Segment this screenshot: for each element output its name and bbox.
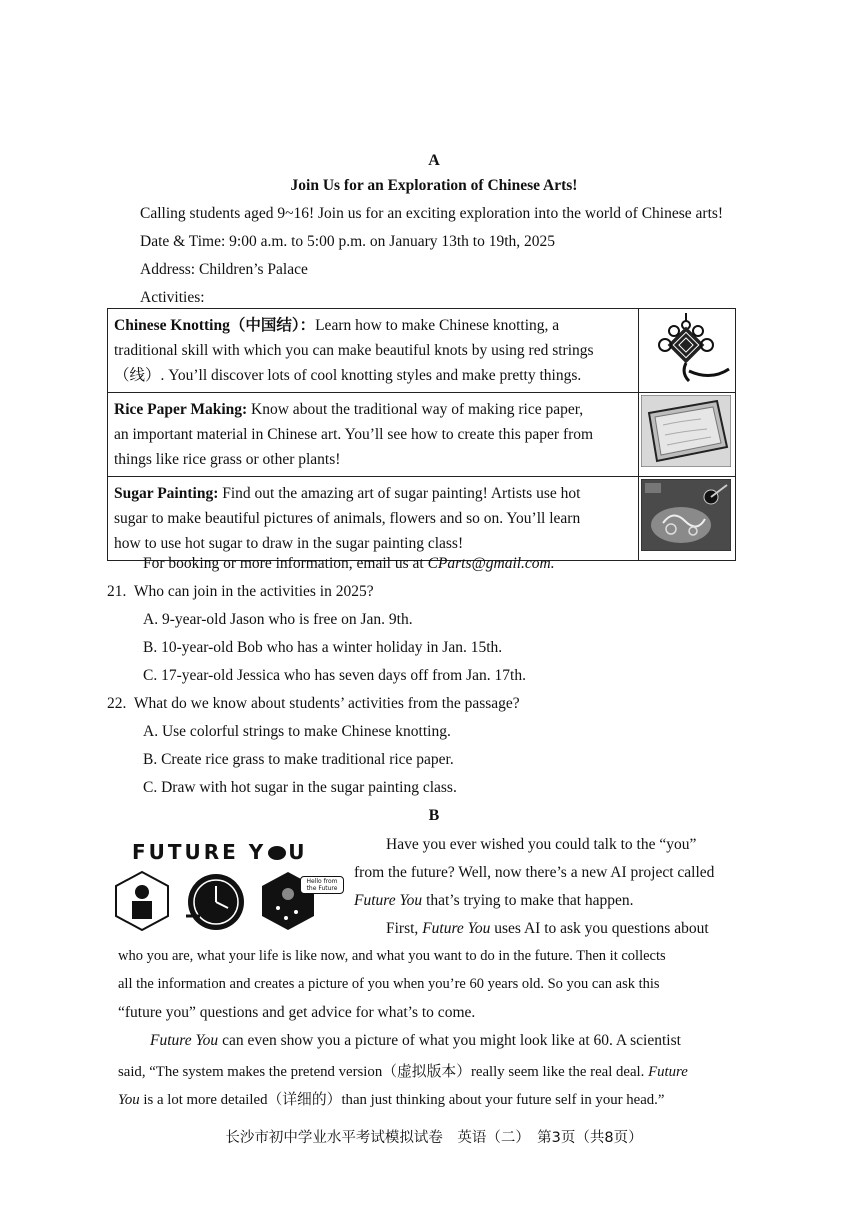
activity-name: Rice Paper Making: <box>114 401 248 418</box>
question-22 <box>107 695 520 713</box>
b-text: is a lot more detailed（详细的）than just thinking about your future self in your head.” <box>139 1092 665 1108</box>
option-22-c <box>143 779 457 797</box>
option-text: 9-year-old Jason who is free on Jan. 9th. <box>161 611 413 628</box>
b-text: can even show you a picture of what you might look like at 60. A scientist <box>218 1032 681 1049</box>
activity-line: Know about the traditional way of making rice paper, <box>247 401 584 418</box>
question-number: 22. <box>107 695 127 712</box>
b-italic: Future <box>648 1064 688 1080</box>
b-italic: You <box>118 1092 140 1108</box>
activity-line: Learn how to make Chinese knotting, a <box>315 317 560 334</box>
page-footer: 长沙市初中学业水平考试模拟试卷 英语（二） 第3页（共8页） <box>225 1130 643 1146</box>
activity-text <box>108 309 639 393</box>
activity-line: an important material in Chinese art. You’ll see how to create this paper from <box>114 426 594 443</box>
future-you-name: Future You <box>150 1032 219 1049</box>
question-stem: Who can join in the activities in 2025? <box>133 583 374 600</box>
speech-bubble: Hello from the Future <box>300 876 344 894</box>
b-para1-line2: from the future? Well, now there’s a new AI project called <box>354 864 715 881</box>
activity-name: Sugar Painting: <box>114 485 219 502</box>
activity-line: Find out the amazing art of sugar painting! Artists use hot <box>218 485 581 502</box>
option-22-a <box>143 723 451 741</box>
activity-line: （线）. You’ll discover lots of cool knotting styles and make pretty things. <box>114 367 582 384</box>
option-label: C. <box>143 779 158 796</box>
option-text: 10-year-old Bob who has a winter holiday in Jan. 15th. <box>161 639 503 656</box>
section-a-title: Join Us for an Exploration of Chinese Arts! <box>290 177 578 194</box>
rice-paper-photo <box>639 393 736 477</box>
option-label: C. <box>143 667 158 684</box>
question-stem: What do we know about students’ activities from the passage? <box>133 695 520 712</box>
section-a-letter: A <box>428 152 440 169</box>
logo-text: U <box>288 840 308 864</box>
option-label: B. <box>143 639 158 656</box>
future-you-name: Future You <box>354 892 423 909</box>
option-text: 17-year-old Jessica who has seven days off from Jan. 17th. <box>161 667 526 684</box>
option-text: Use colorful strings to make Chinese knotting. <box>161 723 451 740</box>
chinese-knot-icon <box>639 309 736 393</box>
booking-text: For booking or more information, email us at <box>143 555 428 572</box>
b-para3-line2 <box>118 1060 688 1081</box>
activities-label: Activities: <box>140 289 205 306</box>
b-para2-line2: who you are, what your life is like now, and what you want to do in the future. Then it collects <box>118 948 666 964</box>
b-text: said, “The system makes the pretend version（虚拟版本）really seem like the real deal. <box>118 1064 649 1080</box>
activity-line: things like rice grass or other plants! <box>114 451 341 468</box>
b-para2-line1 <box>386 920 709 938</box>
b-para1-line1: Have you ever wished you could talk to the “you” <box>386 836 697 853</box>
activity-row-knotting <box>108 309 736 393</box>
question-number: 21. <box>107 583 127 600</box>
b-para3-line3 <box>118 1088 664 1109</box>
booking-email: CParts@gmail.com. <box>427 555 555 572</box>
b-para2-line4: “future you” questions and get advice for what’s to come. <box>118 1004 476 1021</box>
b-text: First, <box>386 920 423 937</box>
future-you-logo <box>132 840 308 864</box>
option-21-c <box>143 667 526 685</box>
option-text: Create rice grass to make traditional rice paper. <box>161 751 454 768</box>
logo-text: FUTURE Y <box>132 840 267 864</box>
sugar-painting-photo <box>639 477 736 561</box>
future-you-name: Future You <box>422 920 491 937</box>
option-label: A. <box>143 723 159 740</box>
option-21-b <box>143 639 502 657</box>
option-text: Draw with hot sugar in the sugar painting class. <box>161 779 457 796</box>
activity-text <box>108 477 639 561</box>
option-label: B. <box>143 751 158 768</box>
b-para3-line1 <box>150 1032 681 1050</box>
option-label: A. <box>143 611 159 628</box>
activity-text <box>108 393 639 477</box>
activity-row-rice-paper <box>108 393 736 477</box>
b-text: uses AI to ask you questions about <box>490 920 709 937</box>
activity-line: sugar to make beautiful pictures of animals, flowers and so on. You’ll learn <box>114 510 581 527</box>
option-22-b <box>143 751 454 769</box>
b-para2-line3: all the information and creates a picture of you when you’re 60 years old. So you can ask this <box>118 976 660 992</box>
date-time-line: Date & Time: 9:00 a.m. to 5:00 p.m. on January 13th to 19th, 2025 <box>140 233 556 250</box>
option-21-a <box>143 611 413 629</box>
activities-table <box>107 308 736 561</box>
section-a-intro: Calling students aged 9~16! Join us for an exciting exploration into the world of Chinese arts! <box>140 205 724 222</box>
section-b-letter: B <box>428 807 440 824</box>
booking-line <box>143 555 555 573</box>
b-para1-line3 <box>354 892 634 910</box>
activity-row-sugar-painting <box>108 477 736 561</box>
activity-line: traditional skill with which you can make beautiful knots by using red strings <box>114 342 594 359</box>
question-21 <box>107 583 374 601</box>
activity-name: Chinese Knotting（中国结）： <box>114 317 316 334</box>
b-text: that’s trying to make that happen. <box>422 892 634 909</box>
activity-line: how to use hot sugar to draw in the sugar painting class! <box>114 535 464 552</box>
future-you-logo-figure <box>112 836 347 936</box>
logo-eye-icon <box>268 846 286 860</box>
address-line: Address: Children’s Palace <box>140 261 308 278</box>
